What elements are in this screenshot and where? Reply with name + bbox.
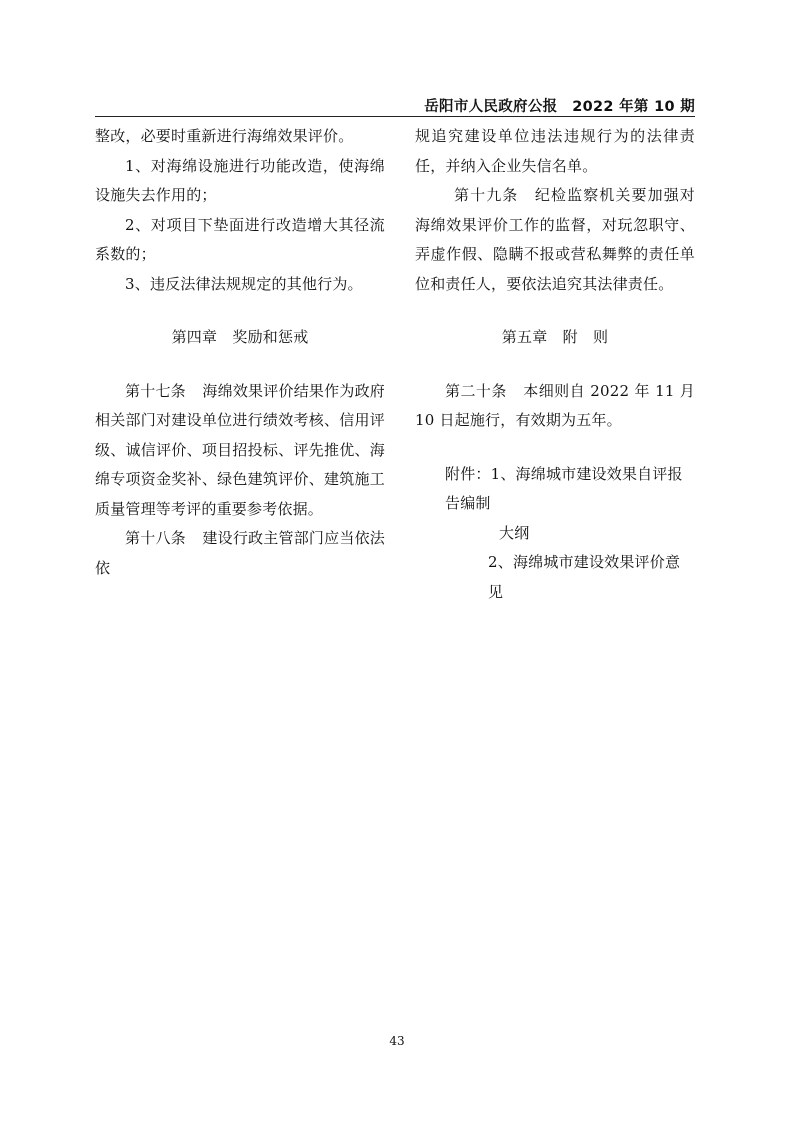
article-17-text: 海绵效果评价结果作为政府相关部门对建设单位进行绩效考核、信用评级、诚信评价、项目招投标、评先推优、海绵专项资金奖补、绿色建筑评价、建筑施工质量管理等考评的重要参考依据。 <box>95 381 385 518</box>
article-18-text: 建设行政主管部门应当依法依 <box>95 529 385 577</box>
chapter-5-heading: 第五章 附 则 <box>501 328 609 346</box>
article-19-label: 第十九条 <box>454 186 519 204</box>
header-rule <box>95 116 695 117</box>
article-20 <box>415 377 695 436</box>
left-column <box>95 122 385 583</box>
page-header: 岳阳市人民政府公报 2022 年第 10 期 <box>424 99 695 115</box>
article-17 <box>95 377 385 525</box>
right-column <box>415 122 695 607</box>
paragraph-continued: 整改，必要时重新进行海绵效果评价。 <box>95 127 354 145</box>
article-20-text: 本细则自 2022 年 11 月 10 日起施行，有效期为五年。 <box>415 381 695 429</box>
attachment-1-continued: 大纲 <box>499 523 530 542</box>
attachment-2: 2、海绵城市建设效果评价意见 <box>488 553 681 601</box>
chapter-4-heading: 第四章 奖励和惩戒 <box>171 328 309 346</box>
list-item-3: 3、违反法律法规规定的其他行为。 <box>125 274 363 293</box>
article-20-label: 第二十条 <box>445 381 507 400</box>
article-18 <box>95 524 385 583</box>
paragraph-continued-right: 规追究建设单位违法违规行为的法律责任，并纳入企业失信名单。 <box>415 127 695 175</box>
page-number: 43 <box>389 1034 405 1048</box>
article-17-label: 第十七条 <box>125 381 186 400</box>
list-item-1: 1、对海绵设施进行功能改造，使海绵设施失去作用的； <box>95 156 385 204</box>
attachment-1: 附件：1、海绵城市建设效果自评报告编制 <box>445 464 683 512</box>
article-19-text: 纪检监察机关要加强对海绵效果评价工作的监督，对玩忽职守、弄虚作假、隐瞒不报或营私舞弊的责任单位和责任人，要依法追究其法律责任。 <box>415 186 695 293</box>
article-19 <box>415 181 695 299</box>
article-18-label: 第十八条 <box>125 529 186 547</box>
list-item-2: 2、对项目下垫面进行改造增大其径流系数的； <box>95 215 385 263</box>
attachments <box>415 460 695 608</box>
